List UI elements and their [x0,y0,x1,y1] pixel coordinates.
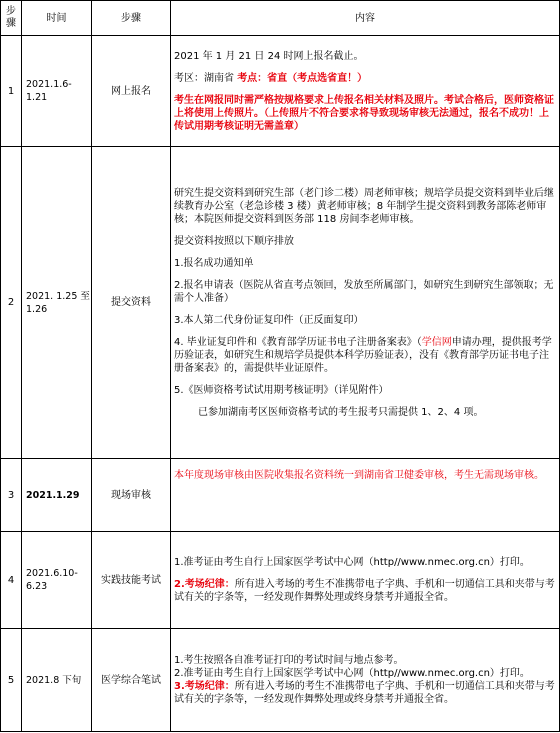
content-line: 1.准考证由考生自行上国家医学考试中心网（http//www.nmec.org.cn）打印。 [174,557,530,568]
header-content: 内容 [171,1,560,36]
table-row [1,36,560,147]
content-line [174,72,556,85]
exam-discipline-label: 2.考场纪律： [174,579,235,590]
row-number: 1 [1,36,22,147]
content-line: 2.考场纪律：所有进入考场的考生不准携带电子字典、手机和一切通信工具和夹带与考试有关的字条等，一经发现作舞弊处理或终身禁考并通报全省。 [174,579,555,603]
content-line: 1.考生按照各自准考证打印的考试时间与地点参考。 [174,655,404,666]
list-item: 1.报名成功通知单 [174,257,254,269]
list-item: 3.本人第二代身份证复印件（正反面复印） [174,314,364,326]
row-content [171,459,560,532]
row-date: 2021.6.10-6.23 [22,532,92,629]
xuexin-link[interactable]: 学信网 [421,336,452,348]
row-date: 2021.1.6-1.21 [22,36,92,147]
row-stage: 现场审核 [92,459,171,532]
row-date: 2021.8 下旬 [22,629,92,732]
header-time: 时间 [22,1,92,36]
row-date: 2021. 1.25 至 1.26 [22,147,92,459]
row-date: 2021.1.29 [22,459,92,532]
table-row [1,532,560,629]
row-stage: 提交资料 [92,147,171,459]
content-line [174,94,556,133]
row-stage: 医学综合笔试 [92,629,171,732]
list-item: 2.报名申请表（医院从省直考点领回，发放至所属部门，如研究生到研究生部领取；无需个人准备） [174,279,554,304]
row-content [171,629,560,732]
table-row [1,459,560,532]
table-row [1,147,560,459]
exam-site-highlight: 考点：省直（考点选省直！） [237,72,368,84]
content-line: 2.准考证由考生自行上国家医学考试中心网（http//www.nmec.org.cn）打印。 [174,668,530,679]
content-line: 本年度现场审核由医院收集报名资料统一到湖南省卫健委审核，考生无需现场审核。 [174,470,544,481]
exam-area-label: 考区：湖南省 [174,72,238,84]
row-number: 4 [1,532,22,629]
content-line: 3.考场纪律：所有进入考场的考生不准携带电子字典、手机和一切通信工具和夹带与考试有关的字条等，一经发现作舞弊处理或终身禁考并通报全省。 [174,681,555,705]
row-content [171,147,560,459]
list-item: 4. 毕业证复印件和《教育部学历证书电子注册备案表》（学信网申请办理，提供报考学历验证表，如研究生和规培学员提供本科学历验证表），没有《教育部学历证书电子注册备案表》的，需提供毕业证原件。 [174,336,552,374]
list-item: 5.《医师资格考试试用期考核证明》（详见附件） [174,384,389,396]
content-line: 2021 年 1 月 21 日 24 时网上报名截止。 [174,50,364,62]
content-line: 提交资料按照以下顺序排放 [174,235,294,247]
row-number: 5 [1,629,22,732]
table-header-row [1,1,560,36]
content-note: 已参加湖南考区医师资格考试的考生报考只需提供 1、2、4 项。 [198,406,484,418]
row-stage: 网上报名 [92,36,171,147]
header-step-number: 步骤 [1,1,22,36]
row-number: 2 [1,147,22,459]
row-stage: 实践技能考试 [92,532,171,629]
row-content [171,36,560,147]
header-stage: 步骤 [92,1,171,36]
upload-warning: （上传照片不符合要求将导致现场审核无法通过，报名不成功！上传试用期考核证明无需盖章） [174,107,549,132]
table-row [1,629,560,732]
row-content [171,532,560,629]
row-number: 3 [1,459,22,532]
exam-discipline-label: 3.考场纪律： [174,681,235,692]
upload-notice: 考生在网报同时需严格按规格要求上传报名相关材料及照片。考试合格后，医师资格证上将使用上传照片。 [174,94,554,119]
content-line: 研究生提交资料到研究生部（老门诊二楼）周老师审核；规培学员提交资料到毕业后继续教育办公室（老急诊楼 3 楼）黄老师审核；8 年制学生提交资料到教务部陈老师审核；本院医师提交资料到医务部 118 房间李老师审核。 [174,187,554,225]
